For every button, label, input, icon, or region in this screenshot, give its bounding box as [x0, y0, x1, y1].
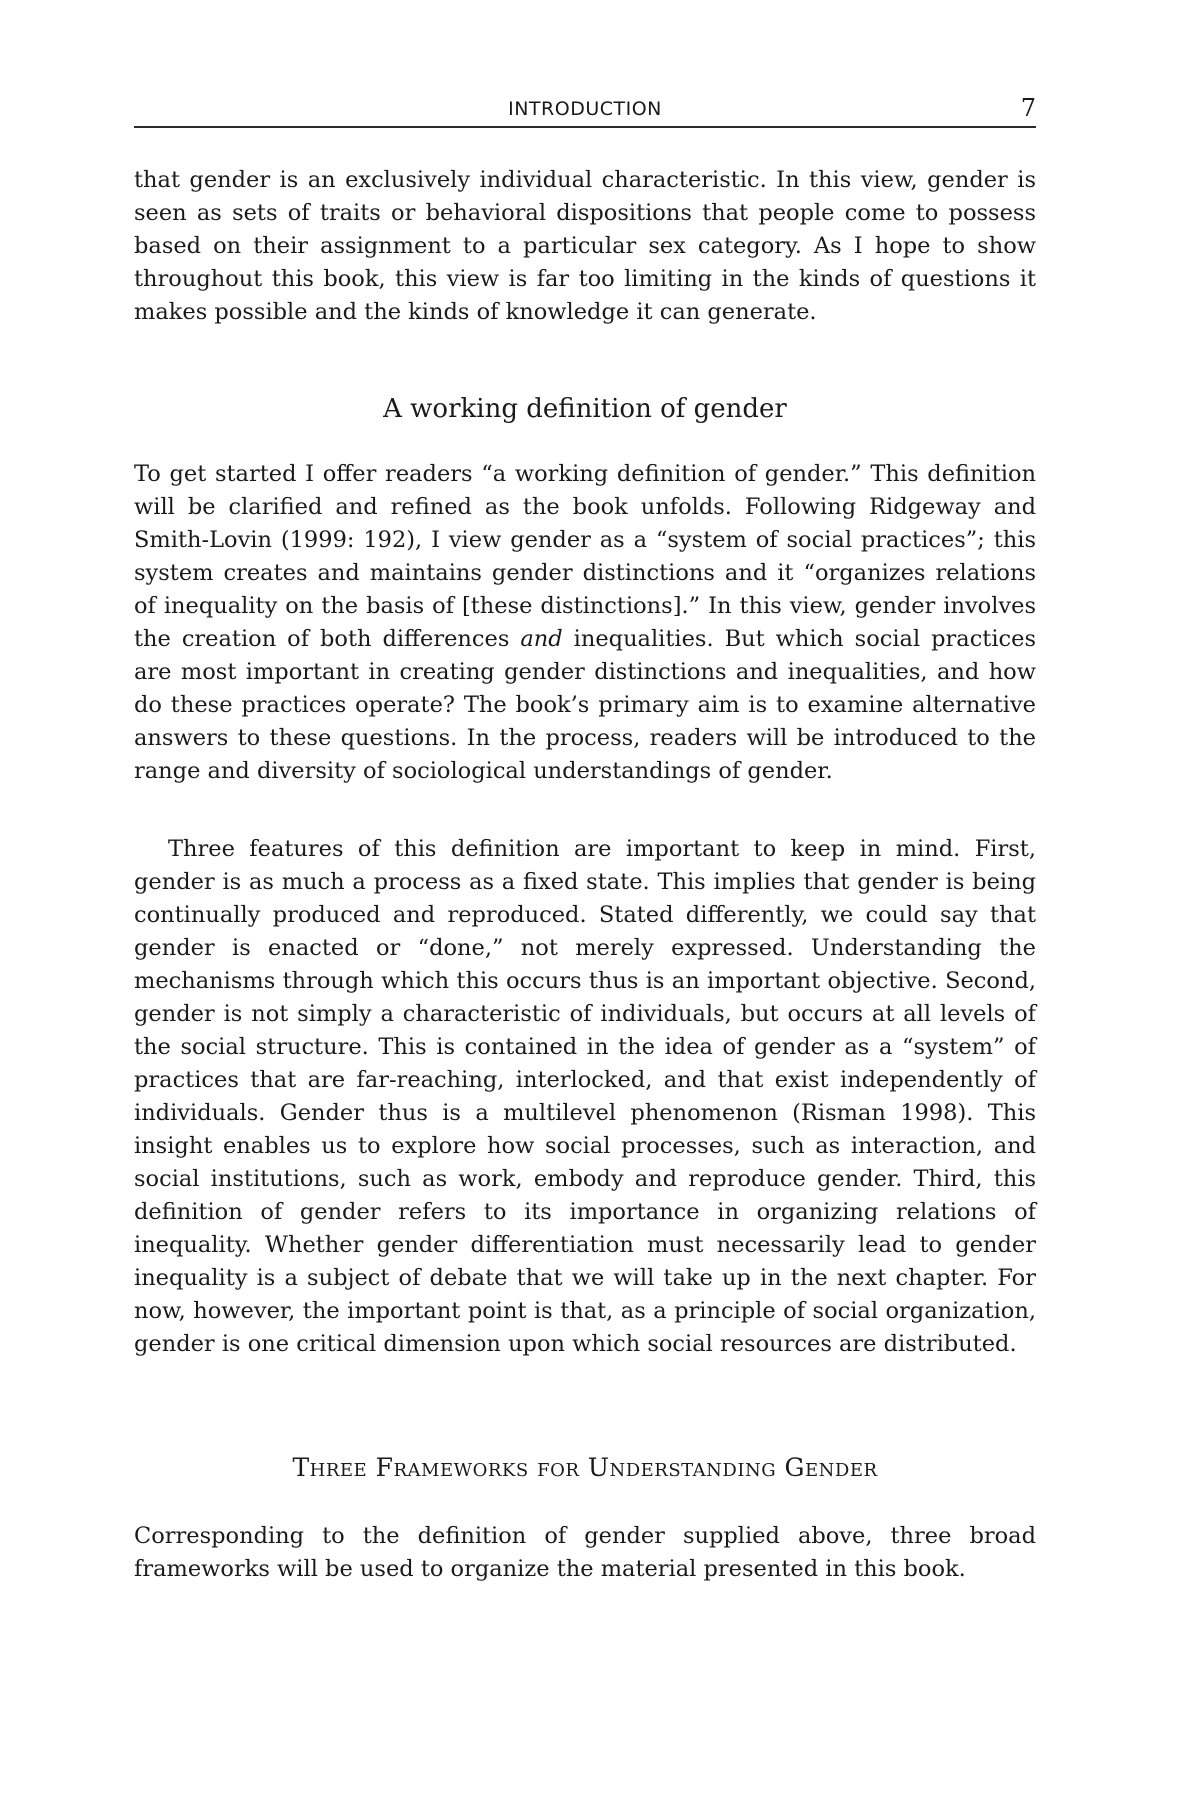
paragraph-working-definition — [134, 458, 1036, 788]
paragraph-three-features: Three features of this definition are important to keep in mind. First, gender is as much a process as a fixed state. This implies that gender is being continually produced and reproduced. Stated differently, we could say that gender is enacted or “done,” not merely expressed. Understanding the mechanisms through which this occurs thus is an important objective. Second, gender is not simply a characteristic of individuals, but occurs at all levels of the social structure. This is contained in the idea of gender as a “system” of practices that are far-reaching, interlocked, and that exist independently of individuals. Gender thus is a multilevel phenomenon (Risman 1998). This insight enables us to explore how social processes, such as interaction, and social institutions, such as work, embody and reproduce gender. Third, this definition of gender refers to its importance in organizing relations of inequality. Whether gender differentiation must necessarily lead to gender inequality is a subject of debate that we will take up in the next chapter. For now, however, the important point is that, as a principle of social organization, gender is one critical dimension upon which social resources are distributed. — [134, 836, 1036, 1357]
section-heading-three-frameworks: Three Frameworks for Understanding Gender — [292, 1453, 878, 1482]
paragraph-text-after-italic: inequalities. But which social practices are most important in creating gender distinctions and inequalities, and how do these practices operate? The book’s primary aim is to examine alternative answers to these questions. In the process, readers will be introduced to the range and diversity of sociological understandings of gender. — [134, 626, 1036, 784]
italic-emphasis: and — [520, 626, 563, 652]
page-number: 7 — [1020, 94, 1036, 122]
paragraph-frameworks-intro: Corresponding to the definition of gender supplied above, three broad frameworks will be used to organize the material presented in this book. — [134, 1523, 1036, 1582]
paragraph-text-before-italic: To get started I offer readers “a working definition of gender.” This definition will be clarified and refined as the book unfolds. Following Ridgeway and Smith-Lovin (1999: 192), I view gender as a “system of social practices”; this system creates and maintains gender distinctions and it “organizes relations of inequality on the basis of [these distinctions].” In this view, gender involves the creation of both differences — [134, 461, 1036, 652]
paragraph-opening: that gender is an exclusively individual characteristic. In this view, gender is seen as sets of traits or behavioral dispositions that people come to possess based on their assignment to a particular sex category. As I hope to show throughout this book, this view is far too limiting in the kinds of questions it makes possible and the kinds of knowledge it can generate. — [134, 167, 1036, 325]
section-heading-working-definition: A working definition of gender — [383, 394, 787, 424]
running-header — [134, 94, 1036, 128]
running-title: INTRODUCTION — [508, 98, 662, 120]
